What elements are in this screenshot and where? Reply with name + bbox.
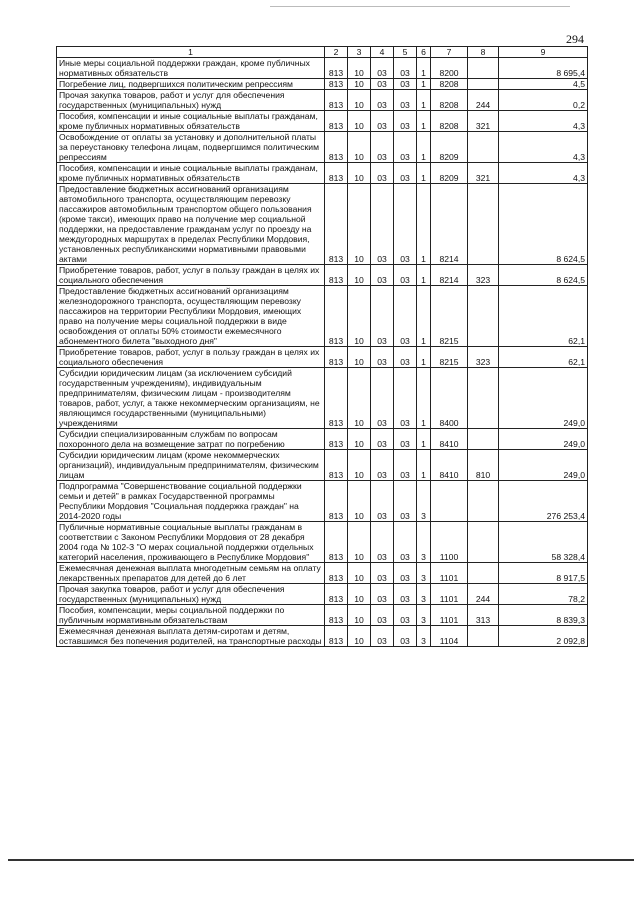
col-header: 6 xyxy=(417,47,431,58)
row-cell-col9: 0,2 xyxy=(499,90,588,111)
row-cell-col8 xyxy=(468,368,499,429)
row-cell-col2: 813 xyxy=(325,429,348,450)
row-cell-col3: 10 xyxy=(348,429,371,450)
row-cell-col3: 10 xyxy=(348,481,371,522)
table-row xyxy=(57,563,588,584)
col-header: 8 xyxy=(468,47,499,58)
row-cell-col8: 323 xyxy=(468,265,499,286)
row-cell-col2: 813 xyxy=(325,522,348,563)
row-cell-col8 xyxy=(468,286,499,347)
row-cell-col5: 03 xyxy=(394,58,417,79)
row-cell-col7: 8400 xyxy=(431,368,468,429)
row-name-cell: Приобретение товаров, работ, услуг в пользу граждан в целях их социального обеспечения xyxy=(57,265,325,286)
row-cell-col5: 03 xyxy=(394,450,417,481)
row-name-cell: Прочая закупка товаров, работ и услуг для обеспечения государственных (муниципальных) нужд xyxy=(57,90,325,111)
row-cell-col5: 03 xyxy=(394,368,417,429)
row-cell-col7: 8214 xyxy=(431,184,468,265)
row-cell-col4: 03 xyxy=(371,58,394,79)
table-row xyxy=(57,184,588,265)
row-cell-col7: 8208 xyxy=(431,79,468,90)
row-cell-col2: 813 xyxy=(325,584,348,605)
row-cell-col2: 813 xyxy=(325,605,348,626)
row-cell-col9: 8 695,4 xyxy=(499,58,588,79)
row-cell-col6: 1 xyxy=(417,429,431,450)
row-name-cell: Публичные нормативные социальные выплаты гражданам в соответствии с Законом Республики Мордовия от 28 декабря 2004 года № 102-З "О мерах социальной поддержки отдельных категорий населения, проживающего в Республике Мордовия" xyxy=(57,522,325,563)
row-cell-col7: 8208 xyxy=(431,90,468,111)
row-cell-col6: 3 xyxy=(417,522,431,563)
row-cell-col6: 3 xyxy=(417,481,431,522)
row-cell-col6: 3 xyxy=(417,626,431,647)
row-cell-col4: 03 xyxy=(371,368,394,429)
table-row xyxy=(57,58,588,79)
scan-top-rule xyxy=(270,6,570,7)
row-cell-col3: 10 xyxy=(348,584,371,605)
row-cell-col6: 3 xyxy=(417,584,431,605)
row-cell-col6: 1 xyxy=(417,184,431,265)
col-header: 2 xyxy=(325,47,348,58)
table-row xyxy=(57,450,588,481)
table-row xyxy=(57,163,588,184)
row-cell-col2: 813 xyxy=(325,481,348,522)
row-cell-col6: 1 xyxy=(417,132,431,163)
row-name-cell: Ежемесячная денежная выплата детям-сиротам и детям, оставшимся без попечения родителей, на транспортные расходы xyxy=(57,626,325,647)
row-cell-col8: 810 xyxy=(468,450,499,481)
row-cell-col3: 10 xyxy=(348,79,371,90)
row-cell-col9: 78,2 xyxy=(499,584,588,605)
table-row xyxy=(57,368,588,429)
row-cell-col3: 10 xyxy=(348,450,371,481)
row-cell-col2: 813 xyxy=(325,626,348,647)
row-name-cell: Погребение лиц, подвергшихся политическим репрессиям xyxy=(57,79,325,90)
row-cell-col8 xyxy=(468,79,499,90)
row-cell-col3: 10 xyxy=(348,90,371,111)
row-name-cell: Приобретение товаров, работ, услуг в пользу граждан в целях их социального обеспечения xyxy=(57,347,325,368)
row-cell-col4: 03 xyxy=(371,450,394,481)
budget-table xyxy=(56,46,588,647)
row-cell-col4: 03 xyxy=(371,429,394,450)
row-cell-col5: 03 xyxy=(394,90,417,111)
row-cell-col4: 03 xyxy=(371,184,394,265)
row-cell-col4: 03 xyxy=(371,111,394,132)
row-cell-col6: 1 xyxy=(417,368,431,429)
row-cell-col6: 1 xyxy=(417,286,431,347)
row-cell-col5: 03 xyxy=(394,626,417,647)
row-name-cell: Пособия, компенсации и иные социальные выплаты гражданам, кроме публичных нормативных обязательств xyxy=(57,163,325,184)
row-cell-col2: 813 xyxy=(325,111,348,132)
table-row xyxy=(57,429,588,450)
table-row xyxy=(57,286,588,347)
row-cell-col2: 813 xyxy=(325,286,348,347)
row-cell-col8: 244 xyxy=(468,584,499,605)
col-header: 1 xyxy=(57,47,325,58)
row-cell-col3: 10 xyxy=(348,163,371,184)
row-cell-col3: 10 xyxy=(348,563,371,584)
table-row xyxy=(57,481,588,522)
row-cell-col7: 1100 xyxy=(431,522,468,563)
row-cell-col7: 1101 xyxy=(431,584,468,605)
row-cell-col2: 813 xyxy=(325,368,348,429)
table-row xyxy=(57,265,588,286)
row-name-cell: Субсидии специализированным службам по вопросам похоронного дела на возмещение затрат по погребению xyxy=(57,429,325,450)
row-cell-col9: 249,0 xyxy=(499,429,588,450)
row-cell-col3: 10 xyxy=(348,58,371,79)
row-cell-col5: 03 xyxy=(394,286,417,347)
row-cell-col8 xyxy=(468,132,499,163)
row-cell-col4: 03 xyxy=(371,90,394,111)
row-cell-col8 xyxy=(468,563,499,584)
row-cell-col2: 813 xyxy=(325,132,348,163)
table-row xyxy=(57,347,588,368)
row-cell-col7: 8215 xyxy=(431,286,468,347)
row-cell-col8 xyxy=(468,626,499,647)
row-name-cell: Пособия, компенсации, меры социальной поддержки по публичным нормативным обязательствам xyxy=(57,605,325,626)
row-cell-col9: 4,3 xyxy=(499,163,588,184)
row-name-cell: Субсидии юридическим лицам (за исключением субсидий государственным учреждениям), индивидуальным предпринимателям, физическим лицам - производителям товаров, работ, услуг, а также некоммерческим организациям, не являющимся государственными (муниципальными) учреждениями xyxy=(57,368,325,429)
row-cell-col5: 03 xyxy=(394,347,417,368)
row-cell-col7: 8215 xyxy=(431,347,468,368)
row-name-cell: Освобождение от оплаты за установку и дополнительной платы за переустановку телефона лицам, подвергшимся политическим репрессиям xyxy=(57,132,325,163)
row-cell-col3: 10 xyxy=(348,184,371,265)
row-cell-col9: 8 917,5 xyxy=(499,563,588,584)
row-cell-col5: 03 xyxy=(394,429,417,450)
row-name-cell: Подпрограмма "Совершенствование социальной поддержки семьи и детей" в рамках Государственной программы Республики Мордовия "Социальная поддержка граждан" на 2014-2020 годы xyxy=(57,481,325,522)
table-row xyxy=(57,522,588,563)
table-row xyxy=(57,132,588,163)
col-header: 4 xyxy=(371,47,394,58)
row-cell-col5: 03 xyxy=(394,584,417,605)
row-cell-col9: 4,5 xyxy=(499,79,588,90)
row-cell-col7: 1101 xyxy=(431,563,468,584)
row-cell-col5: 03 xyxy=(394,111,417,132)
header-row xyxy=(57,47,588,58)
row-cell-col6: 1 xyxy=(417,111,431,132)
row-cell-col4: 03 xyxy=(371,626,394,647)
row-cell-col5: 03 xyxy=(394,522,417,563)
row-cell-col8: 321 xyxy=(468,163,499,184)
row-cell-col3: 10 xyxy=(348,286,371,347)
row-cell-col6: 1 xyxy=(417,265,431,286)
row-cell-col4: 03 xyxy=(371,265,394,286)
row-cell-col5: 03 xyxy=(394,184,417,265)
row-cell-col9: 8 624,5 xyxy=(499,184,588,265)
col-header: 3 xyxy=(348,47,371,58)
row-cell-col6: 1 xyxy=(417,347,431,368)
row-cell-col8: 244 xyxy=(468,90,499,111)
row-cell-col7: 1101 xyxy=(431,605,468,626)
row-name-cell: Иные меры социальной поддержки граждан, кроме публичных нормативных обязательств xyxy=(57,58,325,79)
row-cell-col2: 813 xyxy=(325,563,348,584)
table-row xyxy=(57,79,588,90)
row-name-cell: Предоставление бюджетных ассигнований организациям автомобильного транспорта, осуществляющим перевозку пассажиров автомобильным транспортом общего пользования (кроме такси), имеющих право на получение мер социальной поддержки, на предоставление гражданам услуг по проезду на междугородных маршрутах в пределах Республики Мордовия, установленных республиканскими нормативными правовыми актами xyxy=(57,184,325,265)
row-cell-col3: 10 xyxy=(348,265,371,286)
row-cell-col6: 1 xyxy=(417,163,431,184)
table-row xyxy=(57,90,588,111)
row-cell-col8: 313 xyxy=(468,605,499,626)
row-cell-col7: 8410 xyxy=(431,429,468,450)
row-cell-col6: 1 xyxy=(417,79,431,90)
row-cell-col8: 321 xyxy=(468,111,499,132)
row-cell-col7: 8200 xyxy=(431,58,468,79)
row-cell-col9: 8 839,3 xyxy=(499,605,588,626)
row-name-cell: Субсидии юридическим лицам (кроме некоммерческих организаций), индивидуальным предпринимателям, физическим лицам xyxy=(57,450,325,481)
col-header: 7 xyxy=(431,47,468,58)
row-cell-col4: 03 xyxy=(371,481,394,522)
table-row xyxy=(57,626,588,647)
row-cell-col9: 249,0 xyxy=(499,450,588,481)
row-cell-col5: 03 xyxy=(394,79,417,90)
row-cell-col4: 03 xyxy=(371,79,394,90)
row-cell-col3: 10 xyxy=(348,605,371,626)
row-cell-col9: 2 092,8 xyxy=(499,626,588,647)
row-cell-col5: 03 xyxy=(394,163,417,184)
row-cell-col4: 03 xyxy=(371,563,394,584)
row-cell-col2: 813 xyxy=(325,163,348,184)
row-cell-col8 xyxy=(468,522,499,563)
page-number: 294 xyxy=(566,32,584,46)
row-cell-col7: 8208 xyxy=(431,111,468,132)
row-cell-col5: 03 xyxy=(394,563,417,584)
row-cell-col6: 1 xyxy=(417,58,431,79)
row-cell-col9: 4,3 xyxy=(499,132,588,163)
row-cell-col8 xyxy=(468,58,499,79)
row-cell-col9: 62,1 xyxy=(499,286,588,347)
row-cell-col7: 8410 xyxy=(431,450,468,481)
row-cell-col6: 3 xyxy=(417,605,431,626)
row-cell-col8: 323 xyxy=(468,347,499,368)
col-header: 9 xyxy=(499,47,588,58)
row-cell-col4: 03 xyxy=(371,584,394,605)
row-cell-col8 xyxy=(468,429,499,450)
row-cell-col9: 276 253,4 xyxy=(499,481,588,522)
row-cell-col7: 8209 xyxy=(431,163,468,184)
row-cell-col3: 10 xyxy=(348,368,371,429)
row-name-cell: Прочая закупка товаров, работ и услуг для обеспечения государственных (муниципальных) нужд xyxy=(57,584,325,605)
row-cell-col3: 10 xyxy=(348,111,371,132)
row-cell-col9: 249,0 xyxy=(499,368,588,429)
row-cell-col3: 10 xyxy=(348,626,371,647)
row-cell-col2: 813 xyxy=(325,90,348,111)
table-row xyxy=(57,111,588,132)
row-cell-col8 xyxy=(468,184,499,265)
row-cell-col5: 03 xyxy=(394,605,417,626)
row-cell-col4: 03 xyxy=(371,286,394,347)
col-header: 5 xyxy=(394,47,417,58)
row-cell-col5: 03 xyxy=(394,265,417,286)
row-name-cell: Ежемесячная денежная выплата многодетным семьям на оплату лекарственных препаратов для детей до 6 лет xyxy=(57,563,325,584)
row-cell-col7: 8209 xyxy=(431,132,468,163)
row-cell-col4: 03 xyxy=(371,132,394,163)
table-row xyxy=(57,584,588,605)
row-cell-col3: 10 xyxy=(348,347,371,368)
row-cell-col9: 8 624,5 xyxy=(499,265,588,286)
row-cell-col4: 03 xyxy=(371,163,394,184)
row-cell-col4: 03 xyxy=(371,347,394,368)
row-cell-col9: 58 328,4 xyxy=(499,522,588,563)
row-cell-col9: 62,1 xyxy=(499,347,588,368)
row-cell-col5: 03 xyxy=(394,132,417,163)
row-cell-col9: 4,3 xyxy=(499,111,588,132)
row-cell-col2: 813 xyxy=(325,184,348,265)
row-cell-col7: 1104 xyxy=(431,626,468,647)
row-cell-col2: 813 xyxy=(325,265,348,286)
row-cell-col7 xyxy=(431,481,468,522)
row-cell-col5: 03 xyxy=(394,481,417,522)
row-cell-col6: 3 xyxy=(417,563,431,584)
row-cell-col4: 03 xyxy=(371,605,394,626)
scan-bottom-rule xyxy=(8,859,634,861)
row-cell-col7: 8214 xyxy=(431,265,468,286)
row-cell-col8 xyxy=(468,481,499,522)
row-cell-col2: 813 xyxy=(325,347,348,368)
row-cell-col6: 1 xyxy=(417,450,431,481)
row-cell-col2: 813 xyxy=(325,58,348,79)
row-cell-col2: 813 xyxy=(325,79,348,90)
row-cell-col3: 10 xyxy=(348,522,371,563)
row-cell-col6: 1 xyxy=(417,90,431,111)
row-name-cell: Пособия, компенсации и иные социальные выплаты гражданам, кроме публичных нормативных обязательств xyxy=(57,111,325,132)
row-name-cell: Предоставление бюджетных ассигнований организациям железнодорожного транспорта, осуществляющим перевозку пассажиров на территории Республики Мордовия, имеющих право на получение меры социальной поддержки в виде освобождения от оплаты 50% стоимости ежемесячного абонементного билета "выходного дня" xyxy=(57,286,325,347)
row-cell-col3: 10 xyxy=(348,132,371,163)
table-row xyxy=(57,605,588,626)
row-cell-col4: 03 xyxy=(371,522,394,563)
row-cell-col2: 813 xyxy=(325,450,348,481)
